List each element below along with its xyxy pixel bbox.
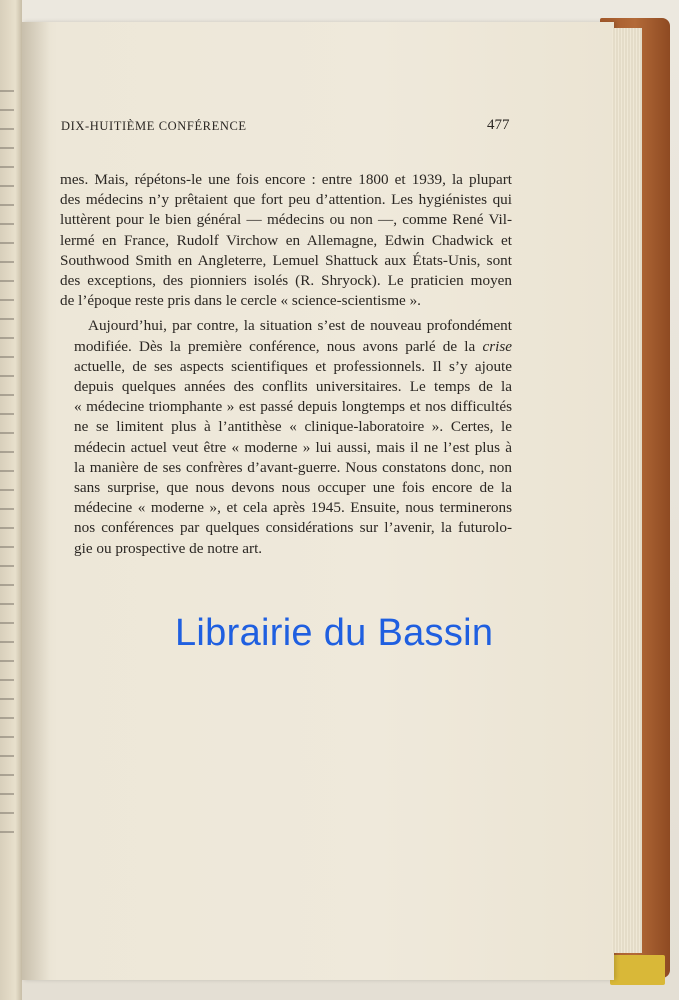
text-line: Aujourd’hui, par contre, la situation s’est de nouveau profondément <box>88 317 512 335</box>
book-cover-edge <box>610 955 665 985</box>
text-line: « médecine triomphante » est passé depuis longtemps et nos difficultés <box>74 398 512 416</box>
text-line: mes. Mais, répétons-le une fois encore : entre 1800 et 1939, la plupart <box>60 171 512 188</box>
chapter-title: DIX-HUITIÈME CONFÉRENCE <box>61 119 247 133</box>
text-line: gie ou prospective de notre art. <box>74 539 263 557</box>
text-line: luttèrent pour le bien général — médecins ou non —, comme René Vil- <box>60 211 512 229</box>
text-line: sans surprise, que nous devons nous occuper une fois encore de la <box>74 479 512 497</box>
text-line: ne se limitent plus à l’antithèse « clinique-laboratoire ». Certes, le <box>74 418 512 436</box>
text-line: depuis quelques années des conflits universitaires. Le temps de la <box>74 378 512 396</box>
text-line: Southwood Smith en Angleterre, Lemuel Shattuck aux États-Unis, sont <box>60 251 512 269</box>
text-line: lermé en France, Rudolf Virchow en Allemagne, Edwin Chadwick et <box>60 231 512 249</box>
page-gutter-shadow <box>22 22 50 980</box>
text-line: la manière de ses confrères d’avant-guerre. Nous constatons donc, non <box>74 458 512 476</box>
page-edges <box>612 28 642 953</box>
text-line: nos conférences par quelques considérations sur l’avenir, la futurolo- <box>74 519 512 537</box>
paragraph-2 <box>60 316 512 558</box>
text-line: de l’époque reste pris dans le cercle « science-scientisme ». <box>60 292 421 310</box>
text-line: des exceptions, des pionniers isolés (R. Shryock). Le praticien moyen <box>60 272 512 290</box>
text-line: actuelle, de ses aspects scientifiques et professionnels. Il s’y ajoute <box>74 357 512 375</box>
text-line: des médecins n’y prêtaient que fort peu d’attention. Les hygiénistes qui <box>60 191 512 209</box>
previous-page-text-fragment <box>0 80 14 850</box>
watermark-text: Librairie du Bassin <box>175 612 494 654</box>
body-text <box>60 170 512 559</box>
text-line: modifiée. Dès la première conférence, nous avons parlé de la crise <box>74 337 512 355</box>
paragraph-1 <box>60 170 512 311</box>
text-line: médecin actuel veut être « moderne » lui aussi, mais il ne l’est plus à <box>74 438 512 456</box>
running-head <box>0 119 679 139</box>
emphasis-crise: crise <box>482 337 512 355</box>
page-number: 477 <box>487 117 510 133</box>
text-line: médecine « moderne », et cela après 1945. Ensuite, nous terminerons <box>74 499 512 517</box>
